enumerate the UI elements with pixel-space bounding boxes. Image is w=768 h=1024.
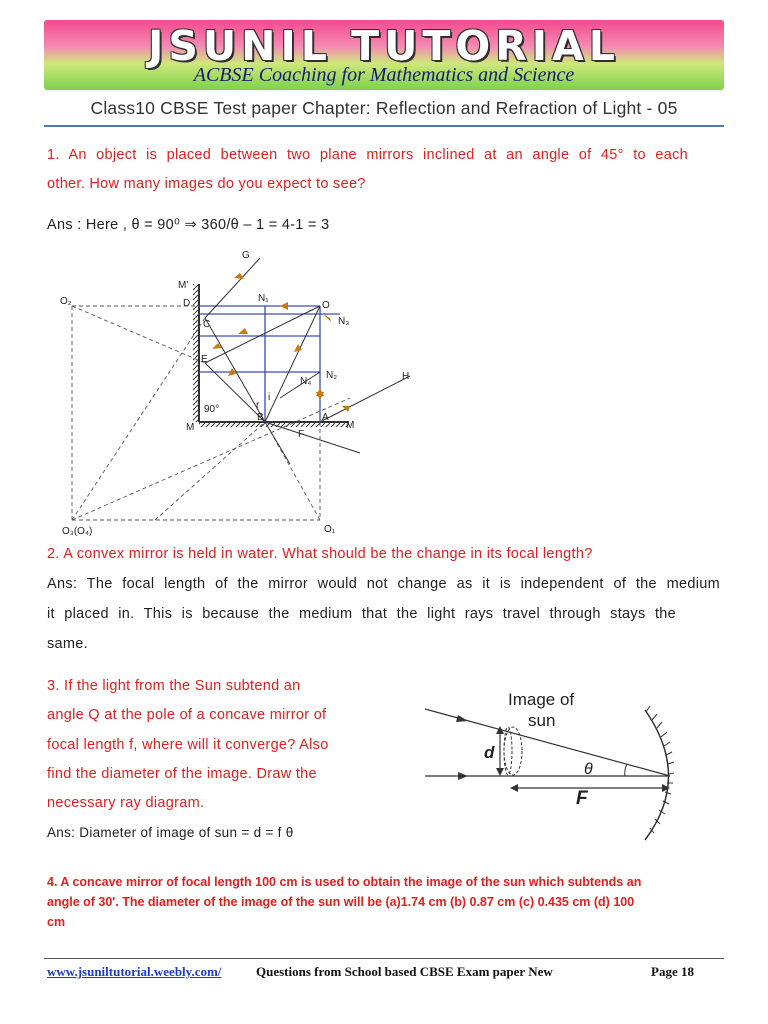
sun-image-diagram: [420, 682, 710, 842]
question-3-line-5: necessary ray diagram.: [47, 795, 205, 811]
mirror-images-diagram: [50, 248, 430, 546]
answer-2-line-3: same.: [47, 636, 88, 652]
label-d: d: [484, 743, 495, 762]
label-90-degrees: 90°: [204, 404, 220, 415]
question-4-line-2: angle of 30'. The diameter of the image of the sun will be (a)1.74 cm (b) 0.87 cm (c) 0.435 cm (d) 100: [47, 895, 635, 909]
label-n4: N₄: [300, 376, 312, 387]
label-f: F: [298, 429, 305, 440]
label-m-right: M: [346, 420, 355, 431]
answer-3: Ans: Diameter of image of sun = d = f θ: [47, 825, 294, 840]
label-o1: O₁: [324, 524, 336, 535]
label-g: G: [242, 250, 250, 261]
label-b: B: [257, 412, 264, 423]
label-m-left: M: [186, 422, 195, 433]
answer-2-line-1: Ans: The focal length of the mirror would not change as it is independent of the medium: [47, 576, 720, 592]
question-3-line-1: 3. If the light from the Sun subtend an: [47, 678, 301, 694]
label-theta: θ: [584, 761, 593, 778]
label-o3-o4: O₃(O₄): [62, 526, 93, 537]
label-image-of: Image of: [508, 690, 575, 709]
label-f: F: [576, 788, 588, 809]
label-i: i: [268, 392, 271, 403]
banner-title: JSUNIL TUTORIAL: [148, 22, 620, 70]
page-title: Class10 CBSE Test paper Chapter: Reflection and Refraction of Light - 05: [90, 98, 678, 118]
footer-text: Questions from School based CBSE Exam paper New: [256, 964, 553, 979]
question-3-line-2: angle Q at the pole of a concave mirror of: [47, 707, 327, 723]
question-3-line-3: focal length f, where will it converge? Also: [47, 737, 329, 753]
answer-2-line-2: it placed in. This is because the medium that the light rays travel through stays the: [47, 606, 676, 622]
label-h: H: [402, 371, 410, 382]
question-1-line-1: 1. An object is placed between two plane mirrors inclined at an angle of 45° to each: [47, 147, 688, 163]
label-o2: O₂: [60, 296, 72, 307]
label-n1: N₁: [258, 293, 269, 304]
label-m-prime: M': [178, 280, 189, 291]
header-divider: [44, 125, 724, 127]
label-e: E: [201, 354, 208, 365]
question-4-line-3: cm: [47, 915, 66, 929]
footer-link[interactable]: www.jsuniltutorial.weebly.com/: [47, 964, 222, 979]
question-1-line-2: other. How many images do you expect to see?: [47, 176, 366, 192]
question-3-line-4: find the diameter of the image. Draw the: [47, 766, 317, 782]
answer-1: Ans : Here , θ = 90⁰ ⇒ 360/θ – 1 = 4-1 = 3: [47, 217, 330, 233]
label-a: A: [322, 412, 329, 423]
banner-subtitle: ACBSE Coaching for Mathematics and Science: [193, 64, 575, 86]
label-sun: sun: [528, 711, 556, 730]
label-n2: N₂: [326, 370, 338, 381]
header-banner: [44, 20, 724, 90]
footer-divider: [44, 958, 724, 959]
question-4-line-1: 4. A concave mirror of focal length 100 cm is used to obtain the image of the sun which subtends an: [47, 875, 642, 889]
label-r: r: [256, 400, 260, 411]
label-n3: N₃: [338, 316, 350, 327]
question-2: 2. A convex mirror is held in water. What should be the change in its focal length?: [47, 546, 593, 562]
page-number: Page 18: [651, 964, 694, 979]
label-o: O: [322, 300, 330, 311]
label-d: D: [183, 298, 191, 309]
label-c: C: [203, 319, 211, 330]
